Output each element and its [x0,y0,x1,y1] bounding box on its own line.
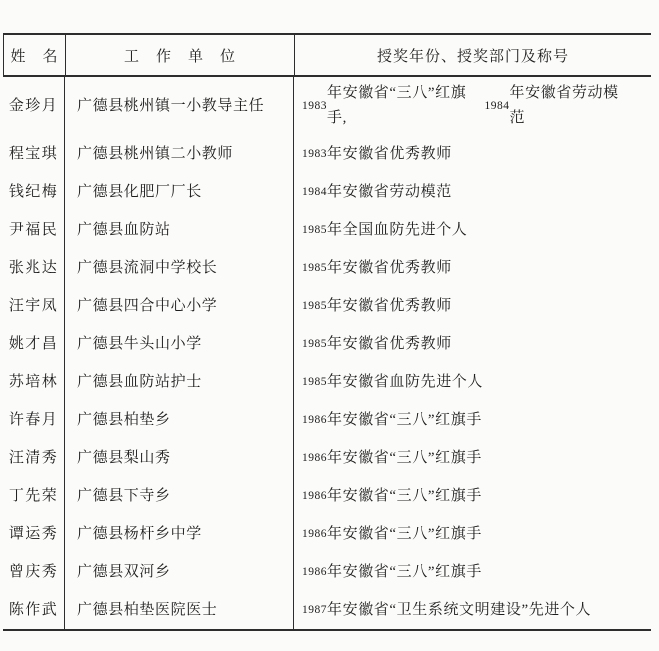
unit-cell: 广德县牛头山小学 [65,325,294,363]
award-cell: 1986 年安徽省“三八”红旗手 [302,487,482,504]
award-cell: 1984 年安徽省劳动模范 [302,183,452,200]
unit-cell: 广德县柏垫乡 [65,401,294,439]
table-row [3,439,651,477]
award-cell: 1985 年全国血防先进个人 [302,221,468,238]
table-row [3,325,651,363]
award-cell: 1986 年安徽省“三八”红旗手 [302,411,482,428]
header-award: 授奖年份、授奖部门及称号 [376,48,569,65]
award-table [3,33,651,631]
award-cell: 1986 年安徽省“三八”红旗手 [302,563,482,580]
unit-cell: 广德县桃州镇一小教导主任 [65,77,294,135]
name-cell: 谭运秀 [3,515,65,553]
unit-cell: 广德县化肥厂厂长 [65,173,294,211]
table-row [3,77,651,135]
header-unit: 工 作 单 位 [66,35,295,75]
table-row [3,363,651,401]
table-body [3,77,651,631]
table-row [3,173,651,211]
name-cell: 姚才昌 [3,325,65,363]
unit-cell: 广德县血防站护士 [65,363,294,401]
award-cell: 1986 年安徽省“三八”红旗手 [302,449,482,466]
unit-cell: 广德县梨山秀 [65,439,294,477]
award-cell: 1985 年安徽省优秀教师 [302,259,452,276]
award-cell: 1983 年安徽省“三八”红旗手, 1984 年安徽省劳动模范 [302,85,619,126]
name-cell: 苏培林 [3,363,65,401]
header-name: 姓 名 [4,35,66,75]
name-cell: 程宝琪 [3,135,65,173]
unit-cell: 广德县流洞中学校长 [65,249,294,287]
unit-cell: 广德县杨杆乡中学 [65,515,294,553]
table-row [3,135,651,173]
unit-cell: 广德县四合中心小学 [65,287,294,325]
table-row [3,553,651,591]
name-cell: 汪清秀 [3,439,65,477]
unit-cell: 广德县桃州镇二小教师 [65,135,294,173]
name-cell: 钱纪梅 [3,173,65,211]
name-cell: 许春月 [3,401,65,439]
award-cell: 1986 年安徽省“三八”红旗手 [302,525,482,542]
name-cell: 陈作武 [3,591,65,629]
unit-cell: 广德县血防站 [65,211,294,249]
unit-cell: 广德县柏垫医院医士 [65,591,294,629]
table-row [3,211,651,249]
unit-cell: 广德县下寺乡 [65,477,294,515]
award-cell: 1985 年安徽省优秀教师 [302,297,452,314]
table-row [3,401,651,439]
table-row [3,477,651,515]
name-cell: 汪宇凤 [3,287,65,325]
name-cell: 金珍月 [3,77,65,135]
table-header-row [3,35,651,77]
name-cell: 丁先荣 [3,477,65,515]
unit-cell: 广德县双河乡 [65,553,294,591]
name-cell: 曾庆秀 [3,553,65,591]
table-row [3,287,651,325]
award-cell: 1985 年安徽省血防先进个人 [302,373,484,390]
award-cell: 1985 年安徽省优秀教师 [302,335,452,352]
award-cell: 1983 年安徽省优秀教师 [302,145,452,162]
table-row [3,249,651,287]
award-cell: 1987 年安徽省“卫生系统文明建设”先进个人 [302,601,592,618]
table-row [3,591,651,629]
name-cell: 张兆达 [3,249,65,287]
table-row [3,515,651,553]
name-cell: 尹福民 [3,211,65,249]
